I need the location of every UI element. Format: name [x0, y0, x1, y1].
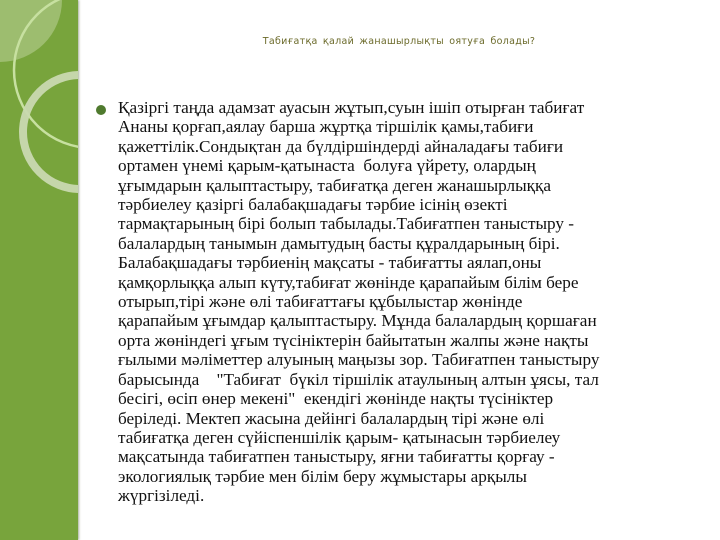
- bullet-icon: [96, 105, 106, 115]
- bullet-item: [96, 98, 712, 506]
- body-line: тәрбиелеу қазіргі балабақшадағы тәрбие ісінің өзекті: [118, 195, 508, 215]
- body-line: ғылыми мәліметтер алуының маңызы зор. Табиғатпен таныстыру: [118, 350, 600, 370]
- decorative-sidebar: [0, 0, 78, 540]
- body-line: Ананы қорғап,аялау барша жұртқа тіршілік қамы,табиғи: [118, 117, 534, 137]
- slide-title: Табиғатқа қалай жанашырлықты оятуға болады?: [262, 36, 536, 47]
- body-line: қажеттілік.Сондықтан да бүлдіршіндерді айналадағы табиғи: [118, 136, 564, 156]
- body-line: Қазіргі таңда адамзат ауасын жұтып,суын ішіп отырған табиғат: [118, 98, 585, 117]
- body-line: қарапайым ұғымдар қалыптастыру. Мұнда балалардың қоршаған: [118, 311, 597, 331]
- body-line: Балабақшадағы тәрбиенің мақсаты - табиғатты аялап,оны: [118, 253, 542, 273]
- body-line: барысында "Табиғат бүкіл тіршілік атаулының алтын ұясы, тал: [118, 369, 599, 389]
- body-line: экологиялық тәрбие мен білім беру жұмыстары арқылы: [118, 466, 527, 486]
- body-line: мақсатында табиғатпен таныстыру, яғни табиғатты қорғау -: [118, 447, 555, 467]
- body-line: тармақтарының бірі болып табылады.Табиғатпен таныстыру -: [118, 214, 574, 234]
- body-line: отырып,тірі және өлі табиғаттағы құбылыстар жөнінде: [118, 292, 523, 312]
- body-line: жүргізіледі.: [118, 486, 205, 506]
- body-line: табиғатқа деген сүйіспеншілік қарым- қатынасын тәрбиелеу: [118, 427, 561, 447]
- circles-decoration-icon: [0, 0, 78, 540]
- slide-body: [96, 98, 712, 506]
- body-line: ортамен үнемі қарым-қатынаста болуға үйрету, олардың: [118, 156, 536, 176]
- body-paragraph: [118, 98, 599, 506]
- body-line: балалардың танымын дамытудың басты құралдарының бірі.: [118, 233, 560, 253]
- body-line: қамқорлыққа алып күту,табиғат жөнінде қарапайым білім бере: [118, 272, 579, 292]
- body-line: бесігі, өсіп өнер мекені" екендігі жөнінде нақты түсініктер: [118, 389, 554, 409]
- body-line: орта жөніндегі ұғым түсініктерін байытатын жалпы және нақты: [118, 330, 589, 350]
- body-line: беріледі. Мектеп жасына дейінгі балалардың тірі және өлі: [118, 408, 545, 428]
- body-line: ұғымдарын қалыптастыру, табиғатқа деген жанашырлыққа: [118, 175, 551, 195]
